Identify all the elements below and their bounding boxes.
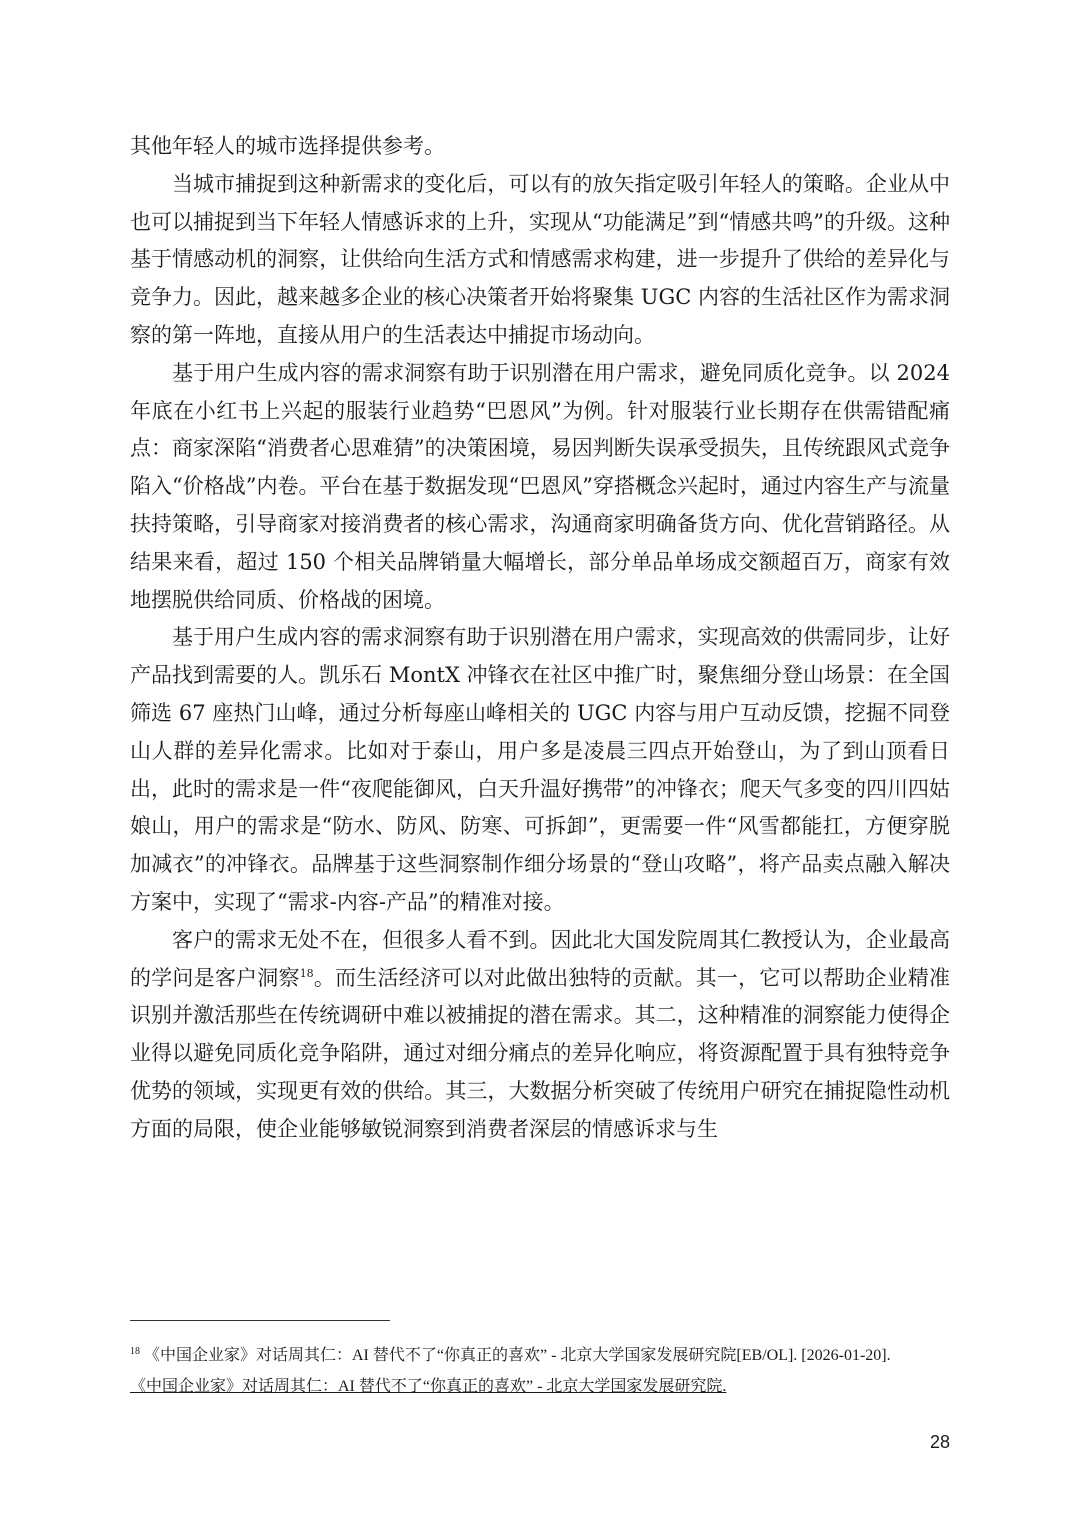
footnote (130, 1340, 950, 1402)
footnote-divider (130, 1320, 390, 1321)
page-number: 28 (929, 1432, 950, 1452)
footnote-reference[interactable]: 18 (299, 966, 314, 980)
body-text (130, 128, 950, 1149)
paragraph-text-part-2: 。而生活经济可以对此做出独特的贡献。其一，它可以帮助企业精准识别并激活那些在传统调研中难以被捕捉的潜在需求。其二，这种精准的洞察能力使得企业得以避免同质化竞争陷阱，通过对细分痛点的差异化响应，将资源配置于具有独特竞争优势的领域，实现更有效的供给。其三，大数据分析突破了传统用户研究在捕捉隐性动机方面的局限，使企业能够敏锐洞察到消费者深层的情感诉求与生 (130, 965, 951, 1141)
paragraph-city-strategy: 当城市捕捉到这种新需求的变化后，可以有的放矢指定吸引年轻人的策略。企业从中也可以捕捉到当下年轻人情感诉求的上升，实现从“功能满足”到“情感共鸣”的升级。这种基于情感动机的洞察，让供给向生活方式和情感需求构建，进一步提升了供给的差异化与竞争力。因此，越来越多企业的核心决策者开始将聚集 UGC 内容的生活社区作为需求洞察的第一阵地，直接从用户的生活表达中捕捉市场动向。 (130, 171, 950, 347)
footnote-text: 《中国企业家》对话周其仁：AI 替代不了“你真正的喜欢” - 北京大学国家发展研究院[EB/OL]. [2026-01-20]. (144, 1347, 891, 1364)
footnote-number: 18 (130, 1345, 140, 1357)
footnote-link[interactable]: 《中国企业家》对话周其仁：AI 替代不了“你真正的喜欢” - 北京大学国家发展研究院. (130, 1378, 727, 1395)
paragraph-customer-insight (130, 922, 950, 1149)
footnote-citation (130, 1340, 950, 1371)
paragraph-continuation: 其他年轻人的城市选择提供参考。 (130, 134, 445, 158)
paragraph-montx-example: 基于用户生成内容的需求洞察有助于识别潜在用户需求，实现高效的供需同步，让好产品找到需要的人。凯乐石 MontX 冲锋衣在社区中推广时，聚焦细分登山场景：在全国筛选 67 座热门山峰，通过分析每座山峰相关的 UGC 内容与用户互动反馈，挖掘不同登山人群的差异化需求。比如对于泰山，用户多是凌晨三四点开始登山，为了到山顶看日出，此时的需求是一件“夜爬能御风，白天升温好携带”的冲锋衣；爬天气多变的四川四姑娘山，用户的需求是“防水、防风、防寒、可拆卸”，更需要一件“风雪都能扛，方便穿脱加减衣”的冲锋衣。品牌基于这些洞察制作细分场景的“登山攻略”，将产品卖点融入解决方案中，实现了“需求-内容-产品”的精准对接。 (130, 625, 950, 914)
paragraph-text-part-1: 客户的需求无处不在，但很多人看不到。因此北大国发院周其仁教授认为，企业最高的学问是客户洞察 (130, 927, 950, 990)
paragraph-barn-style-example: 基于用户生成内容的需求洞察有助于识别潜在用户需求，避免同质化竞争。以 2024 年底在小红书上兴起的服装行业趋势“巴恩风”为例。针对服装行业长期存在供需错配痛点：商家深陷“消费者心思难猜”的决策困境，易因判断失误承受损失，且传统跟风式竞争陷入“价格战”内卷。平台在基于数据发现“巴恩风”穿搭概念兴起时，通过内容生产与流量扶持策略，引导商家对接消费者的核心需求，沟通商家明确备货方向、优化营销路径。从结果来看，超过 150 个相关品牌销量大幅增长，部分单品单场成交额超百万，商家有效地摆脱供给同质、价格战的困境。 (130, 360, 950, 612)
